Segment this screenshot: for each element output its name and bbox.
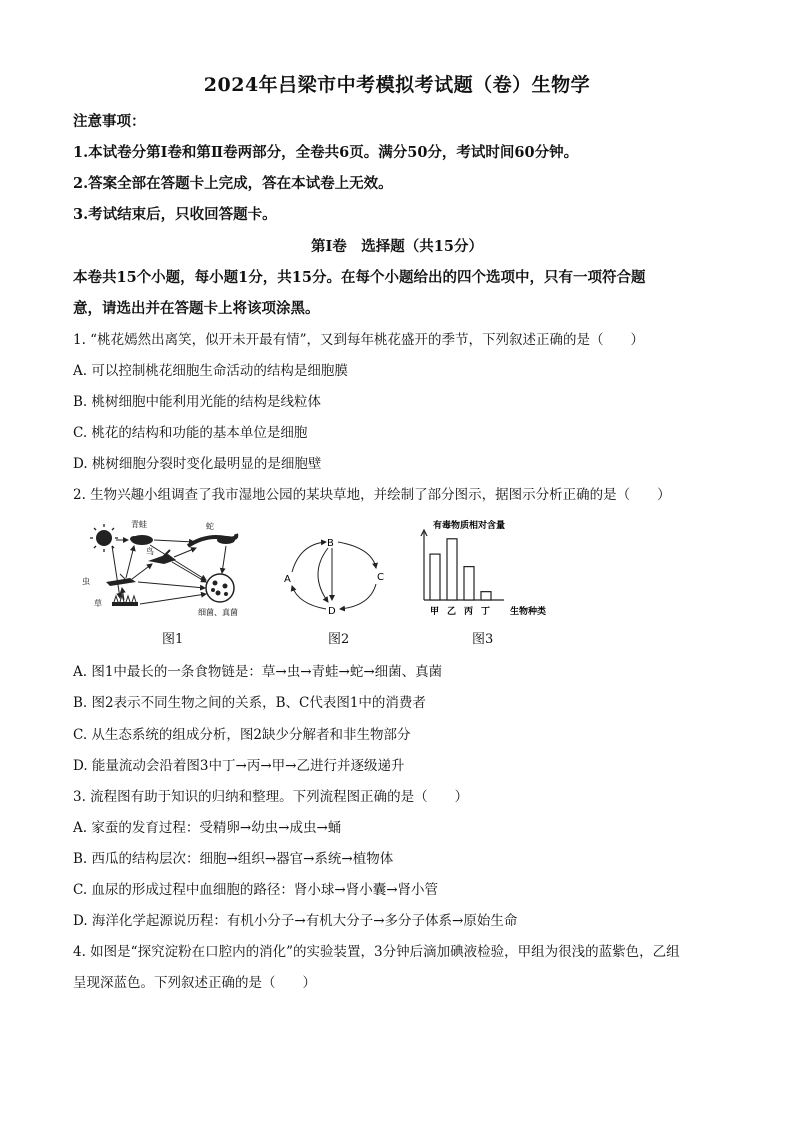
bird-label: 鸟	[146, 547, 154, 556]
fig3-bar-3	[481, 592, 491, 600]
decomposer-label: 细菌、真菌	[198, 608, 238, 617]
q2-option-b: B. 图2表示不同生物之间的关系，B、C代表图1中的消费者	[73, 695, 426, 711]
q3-option-c: C. 血尿的形成过程中血细胞的路径：肾小球→肾小囊→肾小管	[73, 882, 439, 898]
q2-option-c: C. 从生态系统的组成分析，图2缺少分解者和非生物部分	[73, 727, 411, 743]
frog-icon	[130, 535, 153, 545]
note-item-2: 2.答案全部在答题卡上完成，答在本试卷上无效。	[73, 175, 393, 192]
q1-stem: 1. “桃花嫣然出离笑，似开未开最有情”，又到每年桃花盛开的季节，下列叙述正确的是（ ）	[73, 332, 644, 348]
figure-1-food-web	[76, 516, 266, 620]
figure-2-cycle	[280, 534, 390, 618]
fig3-category-label-2: 丙	[464, 607, 474, 617]
q3-option-d: D. 海洋化学起源说历程：有机小分子→有机大分子→多分子体系→原始生命	[73, 913, 518, 929]
q3-option-a: A. 家蚕的发育过程：受精卵→幼虫→成虫→蛹	[73, 820, 342, 836]
figure-3-chart	[418, 518, 568, 620]
q2-option-a: A. 图1中最长的一条食物链是：草→虫→青蛙→蛇→细菌、真菌	[73, 664, 443, 680]
exam-title: 2024年吕梁市中考模拟考试题（卷）生物学	[203, 74, 591, 96]
section-intro-2: 意，请选出并在答题卡上将该项涂黑。	[73, 300, 320, 317]
q2-option-d: D. 能量流动会沿着图3中丁→丙→甲→乙进行并逐级递升	[73, 758, 405, 774]
q1-option-d: D. 桃树细胞分裂时变化最明显的是细胞壁	[73, 456, 322, 472]
q2-stem: 2. 生物兴趣小组调查了我市湿地公园的某块草地，并绘制了部分图示，据图示分析正确的是（ ）	[73, 487, 671, 503]
fig2-label-a: A	[284, 574, 291, 585]
fig3-category-label-1: 乙	[447, 607, 457, 617]
insect-label: 虫	[82, 577, 90, 586]
decomposer-icon	[206, 574, 234, 602]
note-item-3: 3.考试结束后，只收回答题卡。	[73, 206, 277, 223]
figure-1-caption: 图1	[162, 632, 184, 647]
q3-option-b: B. 西瓜的结构层次：细胞→组织→器官→系统→植物体	[73, 851, 394, 867]
grass-label: 草	[94, 599, 102, 608]
q1-option-b: B. 桃树细胞中能利用光能的结构是线粒体	[73, 394, 322, 410]
snake-icon	[188, 534, 236, 546]
q1-option-a: A. 可以控制桃花细胞生命活动的结构是细胞膜	[73, 363, 348, 379]
fig2-label-d: D	[328, 606, 336, 617]
fig2-label-c: C	[377, 572, 384, 583]
fig3-category-label-0: 甲	[430, 607, 440, 617]
q4-stem-line-2: 呈现深蓝色。下列叙述正确的是（ ）	[73, 975, 316, 991]
fig3-bar-1	[447, 539, 457, 600]
frog-label: 青蛙	[131, 520, 147, 529]
figure-3-caption: 图3	[472, 632, 494, 647]
fig3-category-label-3: 丁	[481, 607, 491, 617]
fig3-xlabel: 生物种类	[510, 607, 547, 617]
section-intro-1: 本卷共15个小题，每小题1分，共15分。在每个小题给出的四个选项中，只有一项符合题	[73, 269, 646, 286]
notes-heading: 注意事项：	[73, 113, 146, 130]
note-item-1: 1.本试卷分第Ⅰ卷和第Ⅱ卷两部分，全卷共6页。满分50分，考试时间60分钟。	[73, 144, 579, 161]
fig3-ylabel: 有毒物质相对含量	[433, 521, 506, 531]
q3-stem: 3. 流程图有助于知识的归纳和整理。下列流程图正确的是（ ）	[73, 789, 469, 805]
grass-icon	[112, 595, 138, 606]
snake-label: 蛇	[206, 522, 214, 531]
insect-icon	[106, 574, 136, 586]
q4-stem-line-1: 4. 如图是“探究淀粉在口腔内的消化”的实验装置，3分钟后滴加碘液检验，甲组为很浅的蓝紫色，乙组	[73, 944, 680, 960]
sun-icon	[90, 524, 118, 552]
q1-option-c: C. 桃花的结构和功能的基本单位是细胞	[73, 425, 308, 441]
section-title: 第Ⅰ卷 选择题（共15分）	[311, 238, 483, 255]
fig3-bar-2	[464, 567, 474, 600]
figure-2-caption: 图2	[328, 632, 350, 647]
fig2-arrows	[292, 542, 376, 609]
fig2-label-b: B	[327, 538, 334, 549]
fig3-bar-0	[430, 554, 440, 600]
